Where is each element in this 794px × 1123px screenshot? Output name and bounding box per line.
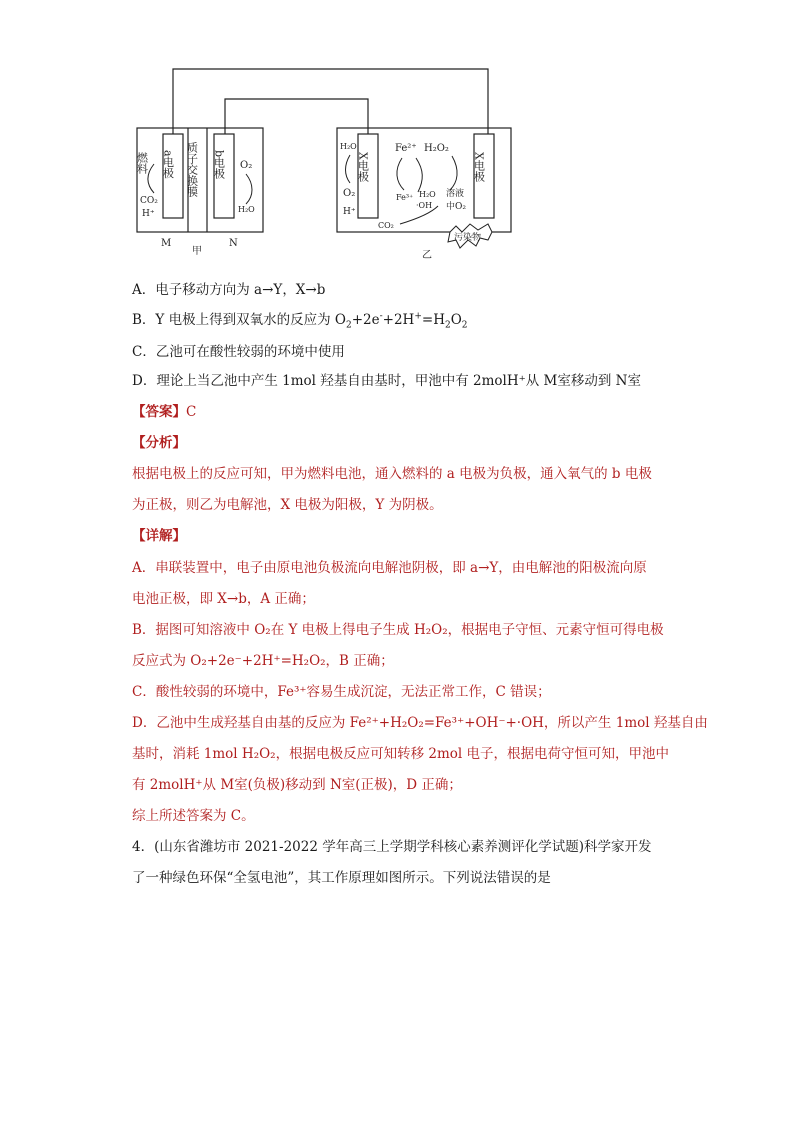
right-hplus-label: H⁺ bbox=[343, 207, 356, 217]
question-4-line-1: 4．(山东省潍坊市 2021-2022 学年高三上学期学科核心素养测评化学试题)科学家开发 bbox=[132, 839, 652, 855]
o2-label: O₂ bbox=[240, 160, 253, 171]
detail-a-1: A．串联装置中，电子由原电池负极流向电解池阴极，即 a→Y，由电解池的阳极流向原 bbox=[132, 560, 647, 576]
cycle-arrow-right-icon bbox=[416, 158, 422, 192]
cycle-arrow-left-icon bbox=[397, 158, 404, 190]
b-electrode-label: b电极 bbox=[212, 150, 226, 180]
solution-label: 溶液 bbox=[446, 189, 465, 199]
yi-label: 乙 bbox=[422, 250, 432, 261]
membrane-label: 质子交换膜 bbox=[185, 142, 199, 197]
oh-label: ·OH bbox=[416, 201, 433, 210]
detail-c-1: C．酸性较弱的环境中，Fe³⁺容易生成沉淀，无法正常工作，C 错误； bbox=[132, 684, 551, 700]
option-a: A．电子移动方向为 a→Y，X→b bbox=[132, 282, 326, 298]
cell-jia bbox=[137, 128, 263, 232]
jia-label: 甲 bbox=[192, 246, 202, 257]
hplus-label: H⁺ bbox=[142, 209, 155, 219]
fe2-label: Fe²⁺ bbox=[395, 143, 417, 154]
detail-d-1: D．乙池中生成羟基自由基的反应为 Fe²⁺+H₂O₂=Fe³⁺+OH⁻+·OH，所以产生 1mol 羟基自由 bbox=[132, 715, 708, 731]
right-co2-label: CO₂ bbox=[378, 221, 394, 230]
answer-label: 【答案】 bbox=[132, 404, 186, 420]
answer-value: C bbox=[186, 404, 197, 420]
a-electrode-label: a电极 bbox=[161, 150, 175, 179]
fe3-label: Fe³⁺ bbox=[396, 193, 414, 202]
mid-h2o-label: H₂O bbox=[419, 190, 436, 199]
o2-arrow-icon bbox=[246, 174, 252, 204]
fuel-label: 燃料 bbox=[135, 152, 149, 174]
h2o2-arrow-icon bbox=[450, 156, 457, 190]
analysis-label: 【分析】 bbox=[132, 435, 186, 451]
h2o-arrow-icon bbox=[346, 155, 351, 183]
pollutant-label: 污染物 bbox=[454, 233, 482, 243]
inner-wire bbox=[225, 99, 368, 134]
detail-a-2: 电池正极，即 X→b，A 正确； bbox=[132, 591, 315, 607]
detail-summary: 综上所述答案为 C。 bbox=[132, 808, 255, 824]
outer-wire bbox=[173, 69, 488, 134]
n-label: N bbox=[229, 238, 238, 249]
right-h2o-label: H₂O bbox=[340, 142, 357, 151]
co2-label: CO₂ bbox=[140, 196, 158, 206]
answer bbox=[132, 400, 196, 420]
analysis-line-1: 根据电极上的反应可知，甲为燃料电池，通入燃料的 a 电极为负极，通入氧气的 b 电极 bbox=[132, 466, 652, 482]
x-electrode-label: X电极 bbox=[356, 152, 370, 182]
option-c: C．乙池可在酸性较弱的环境中使用 bbox=[132, 344, 345, 360]
detail-d-3: 有 2molH⁺从 M室(负极)移动到 N室(正极)，D 正确； bbox=[132, 777, 462, 793]
option-d: D．理论上当乙池中产生 1mol 羟基自由基时，甲池中有 2molH⁺从 M室移动到 N室 bbox=[132, 373, 641, 389]
h2o2-label: H₂O₂ bbox=[424, 143, 449, 154]
fuel-arrow-icon bbox=[148, 164, 154, 193]
in-o2-label: 中O₂ bbox=[446, 202, 466, 212]
right-o2-label: O₂ bbox=[343, 188, 356, 199]
y-electrode-label: X电极 bbox=[472, 152, 486, 182]
detail-label: 【详解】 bbox=[132, 528, 186, 544]
option-b-prefix: B．Y 电极上得到双氧水的反应为 O bbox=[132, 312, 346, 328]
electrochemistry-diagram bbox=[0, 0, 794, 270]
detail-b-2: 反应式为 O₂+2e⁻+2H⁺=H₂O₂，B 正确； bbox=[132, 653, 394, 669]
detail-d-2: 基时，消耗 1mol H₂O₂，根据电极反应可知转移 2mol 电子，根据电荷守恒可知，甲池中 bbox=[132, 746, 669, 762]
analysis-line-2: 为正极，则乙为电解池，X 电极为阳极，Y 为阴极。 bbox=[132, 497, 443, 513]
question-4-line-2: 了一种绿色环保“全氢电池”，其工作原理如图所示。下列说法错误的是 bbox=[132, 870, 551, 886]
m-label: M bbox=[161, 238, 172, 249]
h2o-label: H₂O bbox=[238, 205, 255, 214]
detail-b-1: B．据图可知溶液中 O₂在 Y 电极上得电子生成 H₂O₂，根据电子守恒、元素守恒可得电极 bbox=[132, 622, 664, 638]
option-b: B．Y 电极上得到双氧水的反应为 $O_2+2e^-+2H^+=H_2O_2$ bbox=[132, 311, 468, 331]
